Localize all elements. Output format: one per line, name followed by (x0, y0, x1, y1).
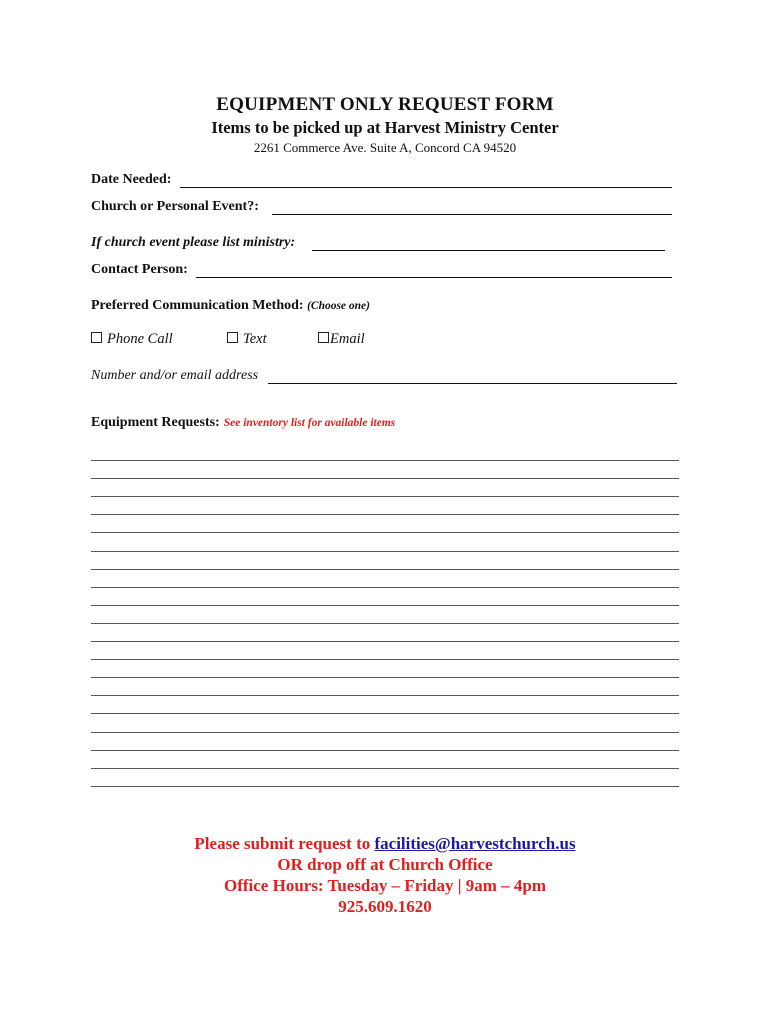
equipment-request-line[interactable] (91, 551, 679, 552)
office-phone: 925.609.1620 (338, 897, 432, 916)
facilities-email-link[interactable]: facilities@harvestchurch.us (374, 834, 576, 853)
ministry-label: If church event please list ministry: (91, 235, 296, 250)
equipment-request-line[interactable] (91, 677, 679, 678)
office-hours: Office Hours: Tuesday – Friday | 9am – 4pm (223, 876, 547, 895)
event-type-field[interactable] (272, 214, 672, 215)
option-email[interactable] (318, 331, 365, 348)
option-text[interactable] (227, 331, 267, 348)
center-address: 2261 Commerce Ave. Suite A, Concord CA 94520 (253, 140, 517, 155)
communication-method-text: Preferred Communication Method: (91, 298, 304, 313)
contact-person-field[interactable] (196, 277, 672, 278)
form-title: EQUIPMENT ONLY REQUEST FORM (216, 94, 554, 115)
equipment-request-line[interactable] (91, 695, 679, 696)
number-email-field[interactable] (268, 383, 677, 384)
email-label: Email (330, 331, 365, 347)
equipment-request-line[interactable] (91, 623, 679, 624)
phone-call-checkbox[interactable] (91, 332, 102, 343)
submit-prefix: Please submit request to (194, 834, 375, 853)
inventory-hint: See inventory list for available items (223, 417, 396, 429)
equipment-request-line[interactable] (91, 659, 679, 660)
equipment-request-line[interactable] (91, 532, 679, 533)
equipment-requests-label: Equipment Requests: (91, 415, 220, 430)
ministry-field[interactable] (312, 250, 665, 251)
text-label: Text (243, 331, 267, 347)
equipment-request-line[interactable] (91, 605, 679, 606)
equipment-request-line[interactable] (91, 641, 679, 642)
equipment-request-line[interactable] (91, 514, 679, 515)
equipment-request-line[interactable] (91, 768, 679, 769)
equipment-request-line[interactable] (91, 460, 679, 461)
option-phone-call[interactable] (91, 331, 173, 348)
equipment-requests-heading (91, 413, 395, 431)
equipment-request-line[interactable] (91, 750, 679, 751)
form-subtitle: Items to be picked up at Harvest Ministry Center (211, 118, 559, 137)
equipment-request-line[interactable] (91, 732, 679, 733)
submit-instruction (0, 834, 770, 854)
date-needed-label: Date Needed: (91, 172, 172, 187)
equipment-request-line[interactable] (91, 786, 679, 787)
event-type-label: Church or Personal Event?: (91, 199, 259, 214)
contact-person-label: Contact Person: (91, 262, 188, 277)
equipment-request-line[interactable] (91, 496, 679, 497)
communication-method-hint: (Choose one) (307, 300, 370, 312)
phone-call-label: Phone Call (107, 331, 173, 347)
text-checkbox[interactable] (227, 332, 238, 343)
equipment-request-line[interactable] (91, 478, 679, 479)
equipment-request-line[interactable] (91, 713, 679, 714)
number-email-label: Number and/or email address (91, 368, 259, 383)
equipment-request-line[interactable] (91, 569, 679, 570)
communication-method-label (91, 298, 370, 314)
drop-off-instruction: OR drop off at Church Office (277, 855, 493, 874)
email-checkbox[interactable] (318, 332, 329, 343)
date-needed-field[interactable] (180, 187, 672, 188)
equipment-request-line[interactable] (91, 587, 679, 588)
